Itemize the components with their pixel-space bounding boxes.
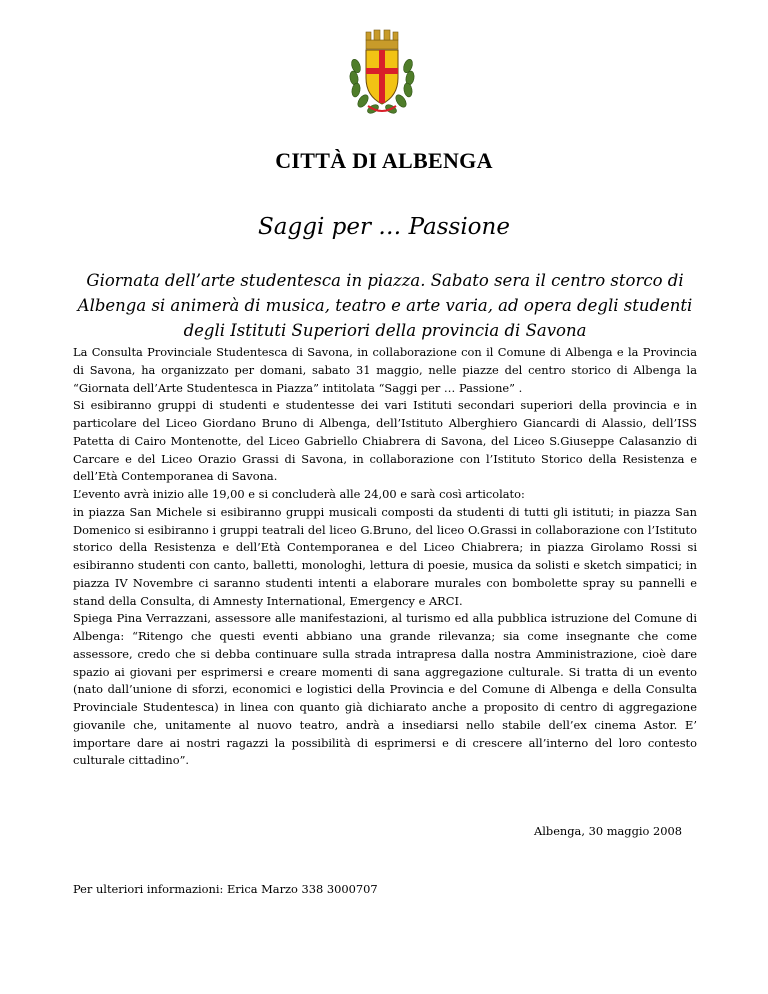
dateline: Albenga, 30 maggio 2008 (534, 824, 682, 838)
body-paragraph: La Consulta Provinciale Studentesca di Savona, in collaborazione con il Comune di Albenga e la Provincia di Savona, ha organizzato per domani, sabato 31 maggio, nelle piazze del centro storico di Albenga la “Giornata dell’Arte Studentesca in Piazza” intitolata “Saggi per … Passione” . (73, 345, 697, 395)
body-paragraph: Si esibiranno gruppi di studenti e studentesse dei vari Istituti secondari superiori della provincia e in particolare del Liceo Giordano Bruno di Albenga, dell’Istituto Alberghiero Giancardi di Alassio, dell’ISS Patetta di Cairo Montenotte, del Liceo Gabriello Chiabrera di Savona, del Liceo S.Giuseppe Calasanzio di Carcare e del Liceo Orazio Grassi di Savona, in collaborazione con l’Istituto Storico della Resistenza e dell’Età Contemporanea di Savona. (73, 398, 697, 484)
contact-info: Per ulteriori informazioni: Erica Marzo 338 3000707 (73, 882, 378, 896)
lede-paragraph: Giornata dell’arte studentesca in piazza. Sabato sera il centro storco di Albenga si animerà di musica, teatro e arte varia, ad opera degli studenti degli Istituti Superiori della provincia di Savona (77, 271, 693, 340)
body-paragraph: Spiega Pina Verrazzani, assessore alle manifestazioni, al turismo ed alla pubblica istruzione del Comune di Albenga: “Ritengo che questi eventi abbiano una grande rilevanza; sia come insegnante che come assessore, credo che si debba continuare sulla strada intrapresa dalla nostra Amministrazione, cioè dare spazio ai giovani per esprimersi e creare momenti di sana aggregazione culturale. Si tratta di un evento (nato dall’unione di sforzi, economici e logistici della Provincia e del Comune di Albenga e della Consulta Provinciale Studentesca) in linea con quanto già dichiarato anche a proposito di centro di aggregazione giovanile che, unitamente al nuovo teatro, andrà a insediarsi nello stabile dell’ex cinema Astor. E’ importare dare ai nostri ragazzi la possibilità di esprimersi e di crescere all’interno del loro contesto culturale cittadino”. (73, 611, 697, 768)
body-paragraph: L’evento avrà inizio alle 19,00 e si concluderà alle 24,00 e sarà così articolato: (73, 487, 525, 501)
event-subtitle: Saggi per … Passione (258, 214, 510, 240)
body-paragraph: in piazza San Michele si esibiranno gruppi musicali composti da studenti di tutti gli istituti; in piazza San Domenico si esibiranno i gruppi teatrali del liceo G.Bruno, del liceo O.Grassi in collaborazione con l’Istituto storico della Resistenza e dell’Età Contemporanea e del Liceo Chiabrera; in piazza Girolamo Rossi si esibiranno studenti con canto, balletti, monologhi, lettura di poesie, musica da solisti e sketch simpatici; in piazza IV Novembre ci saranno studenti intenti a elaborare murales con bombolette spray su pannelli e stand della Consulta, di Amnesty International, Emergency e ARCI. (73, 504, 697, 608)
city-title: CITTÀ DI ALBENGA (275, 148, 493, 173)
albenga-coat-of-arms-icon (346, 26, 418, 118)
article-body (73, 344, 697, 770)
